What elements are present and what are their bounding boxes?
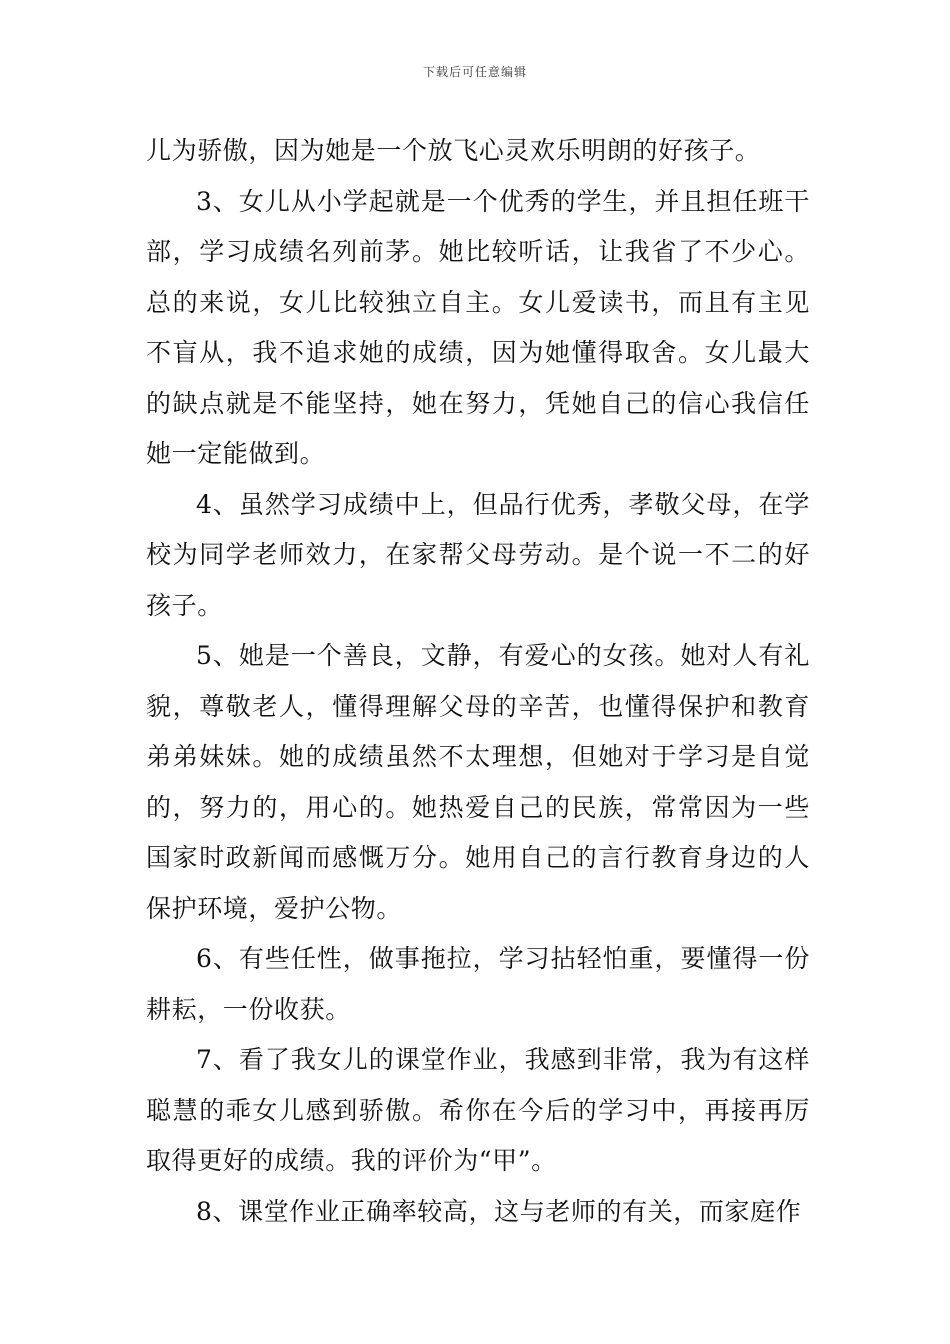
paragraph-item-5: 5、她是一个善良，文静，有爱心的女孩。她对人有礼貌，尊敬老人，懂得理解父母的辛苦，也懂得保护和教育弟弟妹妹。她的成绩虽然不太理想，但她对于学习是自觉的，努力的，用心的。她热爱自己的民族，常常因为一些国家时政新闻而感慨万分。她用自己的言行教育身边的人保护环境，爱护公物。 <box>146 641 810 923</box>
paragraph-item-7: 7、看了我女儿的课堂作业，我感到非常，我为有这样聪慧的乖女儿感到骄傲。希你在今后的学习中，再接再厉取得更好的成绩。我的评价为“甲”。 <box>146 1045 810 1175</box>
document-body <box>146 126 810 1237</box>
paragraph-item-8: 8、课堂作业正确率较高，这与老师的有关，而家庭作 <box>196 1196 802 1226</box>
paragraph-item-3: 3、女儿从小学起就是一个优秀的学生，并且担任班干部，学习成绩名列前茅。她比较听话，让我省了不少心。总的来说，女儿比较独立自主。女儿爱读书，而且有主见不盲从，我不追求她的成绩，因为她懂得取舍。女儿最大的缺点就是不能坚持，她在努力，凭她自己的信心我信任她一定能做到。 <box>146 186 810 468</box>
paragraph-item-6: 6、有些任性，做事拖拉，学习拈轻怕重，要懂得一份耕耘，一份收获。 <box>146 944 810 1024</box>
page-header: 下载后可任意编辑 <box>422 65 527 79</box>
paragraph-item-4: 4、虽然学习成绩中上，但品行优秀，孝敬父母，在学校为同学老师效力，在家帮父母劳动。是个说一不二的好孩子。 <box>146 489 810 620</box>
paragraph-continuation: 儿为骄傲，因为她是一个放飞心灵欢乐明朗的好孩子。 <box>146 136 761 165</box>
